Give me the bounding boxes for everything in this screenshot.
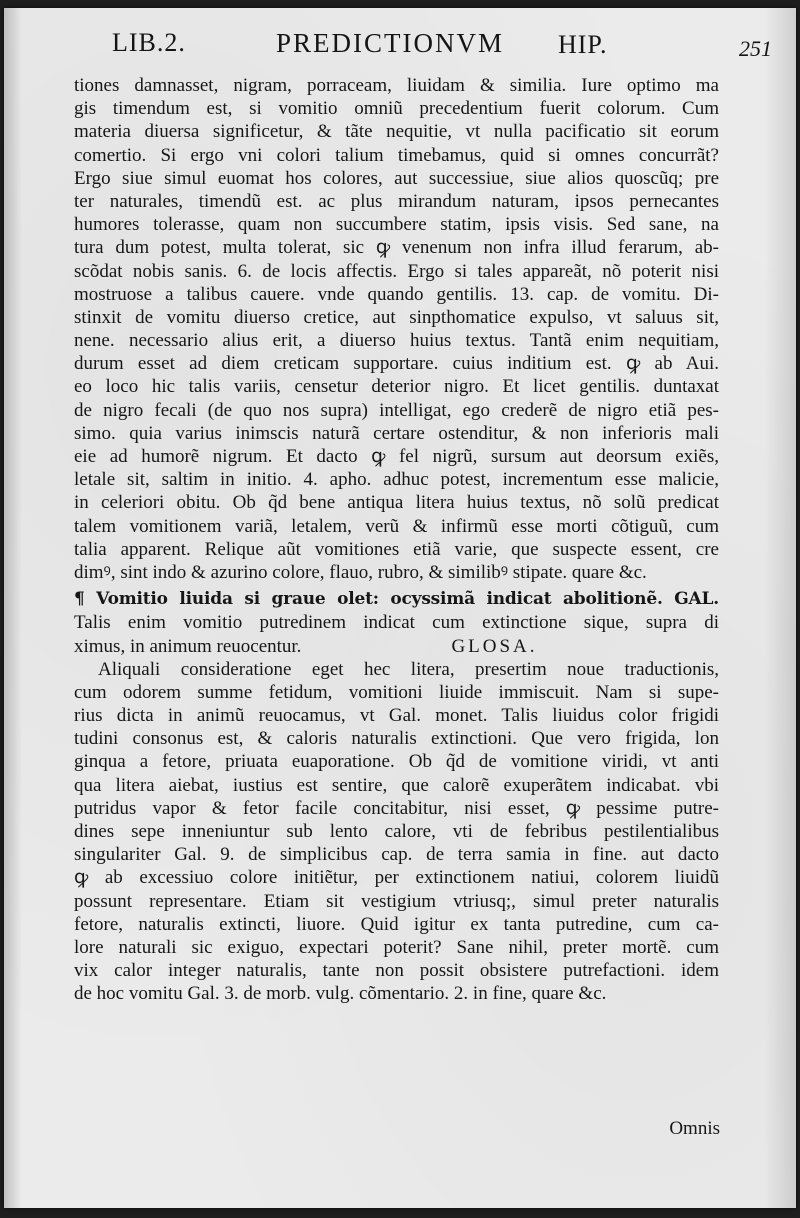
text-line: materia diuersa significetur, & tãte nequitie, vt nulla pacificatio sit eorum [74, 121, 719, 143]
text-line: cum odorem summe fetidum, vomitioni liuide immiscuit. Nam si supe- [74, 681, 719, 703]
text-line: letale sit, saltim in initio. 4. apho. adhuc potest, incrementum esse malicie, [74, 469, 719, 491]
text-line: in celeriori obitu. Ob q̃d bene antiqua litera huius textus, nõ solũ predicat [74, 492, 719, 514]
glosa-line [74, 635, 719, 658]
text-line: simo. quia varius inimscis naturã certare ostenditur, & non inferioris mali [74, 422, 719, 444]
text-line: ꝙ ab excessiuo colore initiẽtur, per extinctionem natiui, colorem liuidũ [74, 867, 719, 889]
text-line: comertio. Si ergo vni colori talium timebamus, quid si omnes concurrãt? [74, 144, 719, 166]
text-line: dimꝰ, sint indo & azurino colore, flauo, rubro, & similibꝰ stipate. quare &c. [74, 561, 647, 583]
text-line: Talis enim vomitio putredinem indicat cum extinctione sique, supra di [74, 612, 719, 634]
text-line: ter naturales, timendũ est. ac plus mirandum naturam, ipsos pernecantes [74, 190, 719, 212]
text-line: Aliquali consideratione eget hec litera, presertim noue traductionis, [98, 658, 719, 680]
text-line: de hoc vomitu Gal. 3. de morb. vulg. cõmentario. 2. in fine, quare &c. [74, 983, 607, 1005]
text-line: eie ad humorẽ nigrum. Et dacto ꝙ fel nigrũ, sursum aut deorsum exiẽs, [74, 446, 719, 467]
catchword: Omnis [669, 1118, 720, 1139]
rubric-text: ¶ Vomitio liuida si graue olet: ocyssimã indicat abolitionẽ. [74, 589, 663, 610]
text-line: fetore, naturalis extincti, liuore. Quid igitur ex tanta putredine, cum ca- [74, 913, 719, 935]
header-title: PREDICTIONVM [276, 28, 505, 58]
text-line: talem vomitionem variã, letalem, verũ & infirmũ esse morti cõtiguũ, cum [74, 515, 719, 537]
commentary-block [74, 74, 719, 584]
header-book-label: LIB.2. [112, 28, 186, 57]
text-line: possunt representare. Etiam sit vestigium vtriusq;, simul preter naturalis [74, 890, 719, 912]
text-line: eo loco hic talis variis, censetur deterior nigro. Et licet gentilis. duntaxat [74, 376, 719, 398]
text-line: talia apparent. Relique aũt vomitiones etiã varie, que suspecte essent, cre [74, 538, 719, 560]
aphorism-rubric [74, 588, 719, 611]
text-line: scõdat nobis sanis. 6. de locis affectis. Ergo si tales appareãt, nõ poterit nisi [74, 260, 719, 282]
text-line: tiones damnasset, nigram, porraceam, liuidam & similia. Iure optimo ma [74, 75, 719, 96]
text-line: nene. necessario alius erit, a diuerso huius textus. Tantã enim nequitiam, [74, 330, 719, 352]
text-line: gis timendum est, si vomitio omniũ precedentium fuerit colorum. Cum [74, 98, 719, 120]
text-line: lore naturali sic exiguo, expectari poterit? Sane nihil, preter mortẽ. cum [74, 936, 719, 958]
text-line: rius dicta in animũ reuocamus, vt Gal. monet. Talis liuidus color frigidi [74, 705, 719, 727]
rubric-label: GAL. [674, 589, 719, 610]
text-line: durum esset ad diem creticam supportare. cuius inditium est. ꝙ ab Aui. [74, 353, 719, 375]
text-line: stinxit de vomitu diuerso cretice, aut sinpthomatice expulso, vt saluus sit, [74, 306, 719, 328]
running-header [112, 28, 772, 64]
text-line: de nigro fecali (de quo nos supra) intelligat, ego crederẽ de nigro etiã pes- [74, 399, 719, 421]
header-author: HIP. [558, 30, 608, 59]
text-line: tura dum potest, multa tolerat, sic ꝙ venenum non infra illud ferarum, ab- [74, 237, 719, 259]
text-line: putridus vapor & fetor facile concitabitur, nisi esset, ꝙ pessime putre- [74, 797, 719, 819]
text-line: singulariter Gal. 9. de simplicibus cap. de terra samia in fine. aut dacto [74, 844, 719, 866]
text-line: qua litera aiebat, iustius est sentire, que calorẽ exuperãtem indicabat. vbi [74, 774, 719, 796]
gloss-block [74, 658, 719, 1006]
text-line: vix calor integer naturalis, tante non possit obsistere putrefactioni. idem [74, 960, 719, 982]
page-number: 251 [739, 36, 772, 61]
page-body [74, 74, 719, 1006]
text-line: Ergo siue simul euomat hos colores, aut successiue, siue alios quoscũq; pre [74, 167, 719, 189]
glosa-heading: GLOSA. [451, 635, 538, 657]
text-line: tudini consonus est, & caloris naturalis extinctioni. Que vero frigida, lon [74, 728, 719, 750]
text-line: ginqua a fetore, priuata euaporatione. Ob q̃d de vomitione viridi, vt anti [74, 751, 719, 773]
text-line: dines sepe inneniuntur sub lento calore, vti de febribus pestilentialibus [74, 821, 719, 842]
text-line: humores tolerasse, quam non succumbere statim, ipsis visis. Sed sane, na [74, 214, 719, 236]
text-line: mostruose a talibus cauere. vnde quando gentilis. 13. cap. de vomitu. Di- [74, 283, 719, 305]
text-line-end: ximus, in animum reuocentur. [74, 635, 302, 657]
